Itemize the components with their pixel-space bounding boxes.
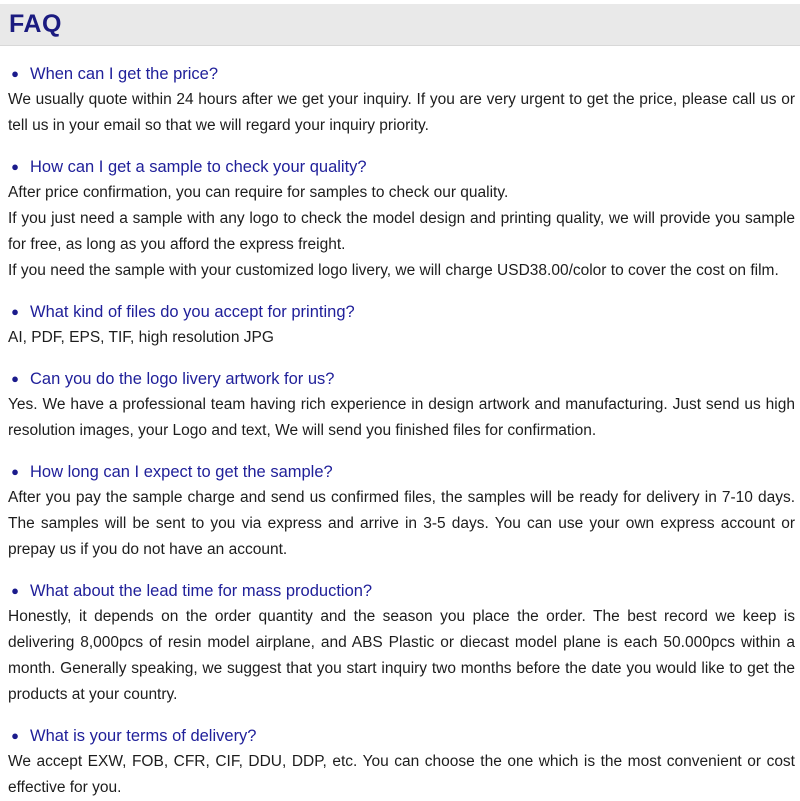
faq-answer: AI, PDF, EPS, TIF, high resolution JPG [8,329,274,346]
bullet-icon: ● [11,159,19,174]
faq-question: What kind of files do you accept for printing? [30,303,355,321]
bullet-icon: ● [11,728,19,743]
page-title: FAQ [9,10,62,38]
faq-item [0,578,795,708]
faq-answer: We accept EXW, FOB, CFR, CIF, DDU, DDP, etc. You can choose the one which is the most convenient or cost effective for you. [8,753,795,796]
faq-header-bar [0,4,800,46]
faq-item [0,723,795,801]
faq-question-row [0,578,795,604]
bullet-icon: ● [11,371,19,386]
faq-question: What about the lead time for mass production? [30,582,373,600]
faq-list [0,61,800,801]
faq-question-row [0,61,795,87]
faq-answer: We usually quote within 24 hours after we get your inquiry. If you are very urgent to get the price, please call us or tell us in your email so that we will regard your inquiry priority. [8,91,795,134]
faq-item [0,299,795,351]
bullet-icon: ● [11,304,19,319]
faq-answer: If you just need a sample with any logo to check the model design and printing quality, we will provide you sample for free, as long as you afford the express freight. [8,210,795,253]
faq-question: How long can I expect to get the sample? [30,463,333,481]
faq-question-row [0,459,795,485]
bullet-icon: ● [11,66,19,81]
faq-question-row [0,154,795,180]
faq-question: When can I get the price? [30,65,219,83]
faq-item [0,366,795,444]
faq-question-row [0,366,795,392]
faq-question-row [0,723,795,749]
faq-question: Can you do the logo livery artwork for us? [30,370,335,388]
faq-item [0,154,795,284]
faq-answer: After you pay the sample charge and send us confirmed files, the samples will be ready for delivery in 7-10 days. The samples will be sent to you via express and arrive in 3-5 days. You can use your own express account or prepay us if you do not have an account. [8,489,795,558]
faq-question-row [0,299,795,325]
faq-answer: Honestly, it depends on the order quantity and the season you place the order. The best record we keep is delivering 8,000pcs of resin model airplane, and ABS Plastic or diecast model plane is each 50.000pcs within a month. Generally speaking, we suggest that you start inquiry two months before the date you would like to get the products at your country. [8,608,795,703]
bullet-icon: ● [11,464,19,479]
faq-question: How can I get a sample to check your quality? [30,158,367,176]
faq-item [0,61,795,139]
faq-question: What is your terms of delivery? [30,727,257,745]
faq-answer: Yes. We have a professional team having rich experience in design artwork and manufacturing. Just send us high resolution images, your Logo and text, We will send you finished files for confirmation. [8,396,795,439]
faq-answer: If you need the sample with your customized logo livery, we will charge USD38.00/color to cover the cost on film. [8,262,779,279]
faq-answer: After price confirmation, you can require for samples to check our quality. [8,184,509,201]
faq-item [0,459,795,563]
bullet-icon: ● [11,583,19,598]
